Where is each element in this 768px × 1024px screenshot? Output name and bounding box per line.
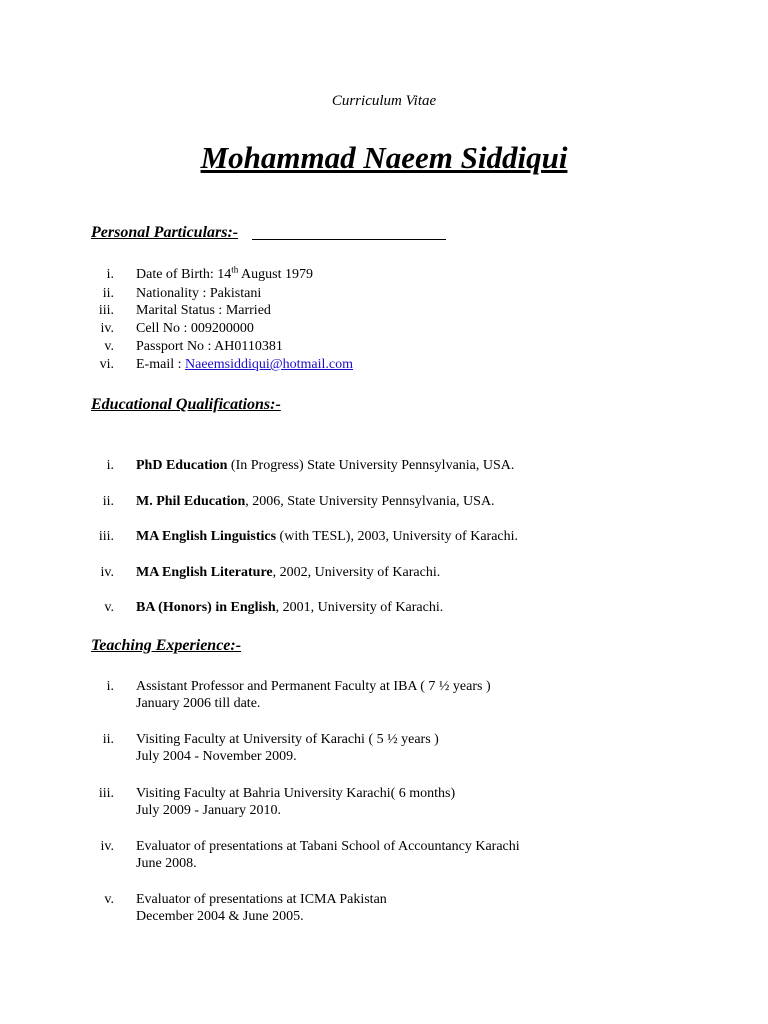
dob-text: Date of Birth: 14th August 1979 [136,264,313,282]
cell-text: Cell No : 009200000 [136,321,254,336]
nationality-text: Nationality : Pakistani [136,286,262,301]
list-numeral: ii. [102,732,114,747]
passport-text: Passport No : AH0110381 [136,339,283,354]
list-numeral: iv. [100,321,114,336]
email-row [136,356,353,373]
education-text: MA English Linguistics (with TESL), 2003, University of Karachi. [136,529,519,544]
heading-underline-extension [252,239,446,240]
email-link[interactable]: Naeemsiddiqui@hotmail.com [185,357,354,372]
teaching-text: Evaluator of presentations at Tabani School of Accountancy Karachi June 2008. [136,839,520,871]
list-numeral: i. [106,679,114,694]
list-numeral: iii. [98,303,114,318]
education-heading: Educational Qualifications:- [91,396,281,413]
list-numeral: v. [104,339,114,354]
teaching-heading: Teaching Experience:- [91,637,242,654]
list-numeral: iv. [100,839,114,854]
document-subtitle: Curriculum Vitae [331,93,437,109]
teaching-text: Evaluator of presentations at ICMA Pakistan December 2004 & June 2005. [136,892,387,924]
education-text: BA (Honors) in English, 2001, University of Karachi. [136,600,444,615]
personal-particulars-heading: Personal Particulars:- [91,224,239,241]
list-numeral: i. [106,267,114,282]
list-numeral: iii. [98,529,114,544]
list-numeral: v. [104,600,114,615]
marital-status-text: Marital Status : Married [136,303,271,318]
list-numeral: v. [104,892,114,907]
education-text: PhD Education (In Progress) State University Pennsylvania, USA. [136,458,515,473]
education-text: MA English Literature, 2002, University of Karachi. [136,565,441,580]
teaching-text: Visiting Faculty at University of Karachi ( 5 ½ years ) July 2004 - November 2009. [136,732,439,764]
candidate-name: Mohammad Naeem Siddiqui [200,140,568,175]
list-numeral: iv. [100,565,114,580]
list-numeral: i. [106,458,114,473]
list-numeral: iii. [98,786,114,801]
teaching-text: Assistant Professor and Permanent Faculty at IBA ( 7 ½ years ) January 2006 till date. [136,679,491,711]
list-numeral: ii. [102,494,114,509]
education-text: M. Phil Education, 2006, State University Pennsylvania, USA. [136,494,495,509]
list-numeral: vi. [99,357,114,372]
teaching-text: Visiting Faculty at Bahria University Karachi( 6 months) July 2009 - January 2010. [136,786,456,818]
list-numeral: ii. [102,286,114,301]
email-label: E-mail : [136,357,185,372]
